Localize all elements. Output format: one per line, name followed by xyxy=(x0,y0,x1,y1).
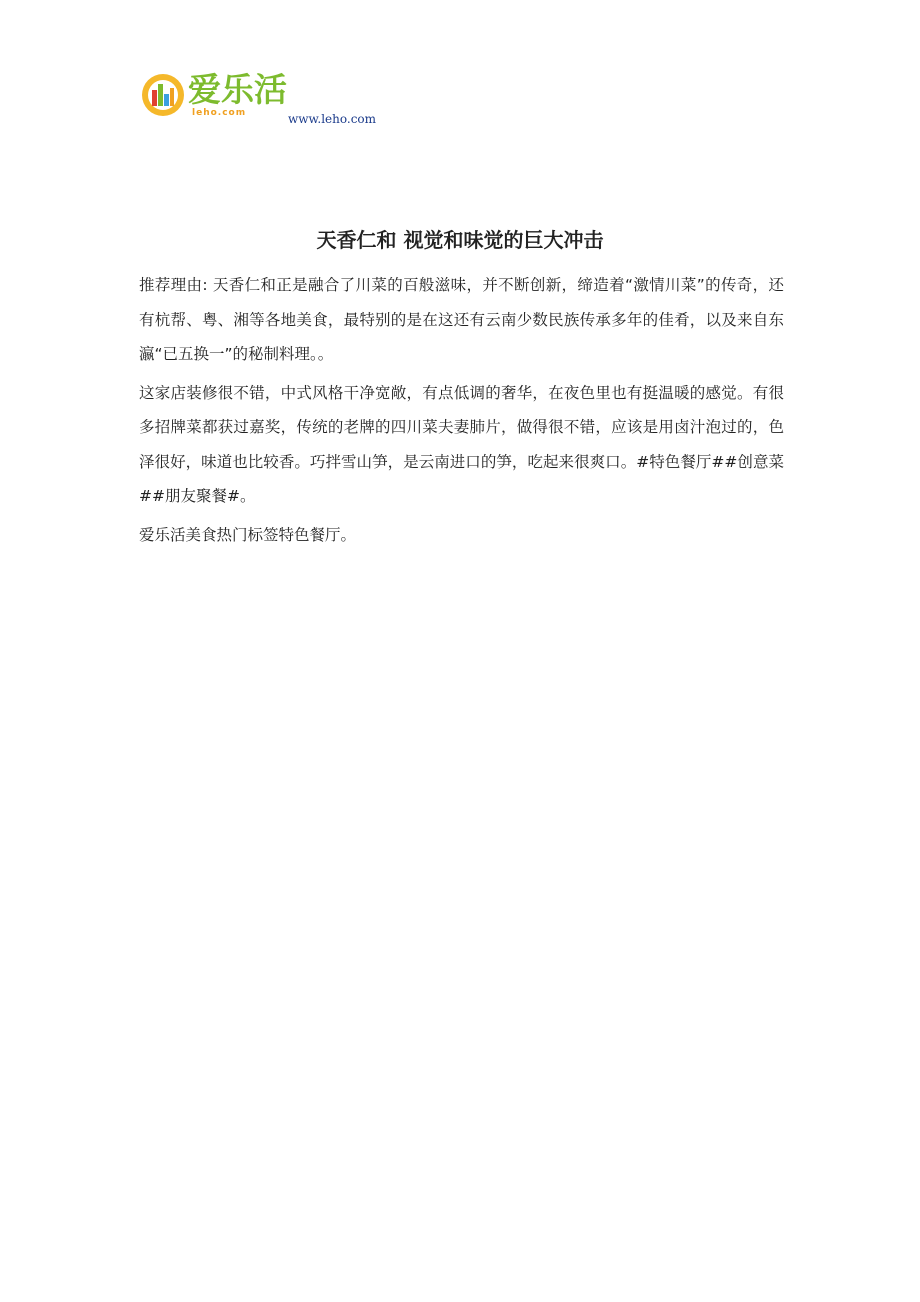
logo-wordmark: 爱乐活 xyxy=(188,70,287,109)
paragraph-tags: 爱乐活美食热门标签特色餐厅。 xyxy=(139,525,357,544)
article-body xyxy=(139,268,784,556)
leho-logo-icon xyxy=(140,72,186,118)
site-url: www.leho.com xyxy=(288,112,377,126)
paragraph-review: 这家店装修很不错，中式风格干净宽敞，有点低调的奢华，在夜色里也有挺温暖的感觉。有很多招牌菜都获过嘉奖，传统的老牌的四川菜夫妻肺片，做得很不错，应该是用卤汁泡过的，色泽很好，味道也比较香。巧拌雪山笋，是云南进口的笋，吃起来很爽口。#特色餐厅##创意菜##朋友聚餐#。 xyxy=(139,383,784,505)
paragraph-recommendation: 推荐理由: 天香仁和正是融合了川菜的百般滋味，并不断创新，缔造着“激情川菜”的传奇，还有杭帮、粤、湘等各地美食，最特别的是在这还有云南少数民族传承多年的佳肴，以及来自东瀛“已五换一”的秘制料理。。 xyxy=(139,276,784,363)
article-title: 天香仁和 视觉和味觉的巨大冲击 xyxy=(316,228,604,253)
site-header xyxy=(140,70,440,130)
logo-domain: leho.com xyxy=(192,108,247,118)
